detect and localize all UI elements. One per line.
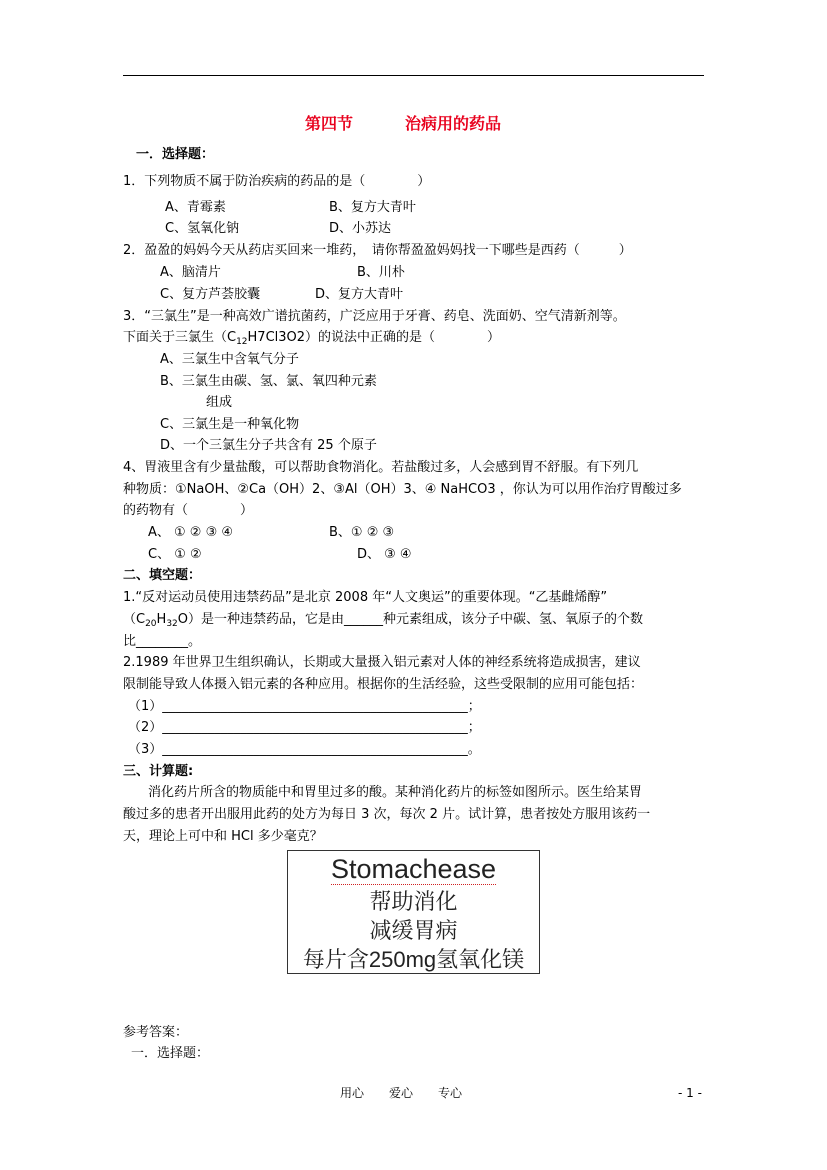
q1-option-c: C、氢氧化钠 (165, 221, 240, 236)
label-line2: 帮助消化 (369, 889, 458, 914)
fill2-line2: 限制能导致人体摄入铝元素的各种应用。根据你的生活经验，这些受限制的应用可能包括： (123, 677, 644, 692)
title-part2: 治病用的药品 (405, 114, 502, 133)
q3-option-a: A、三氯生中含氧气分子 (160, 352, 299, 367)
q4-option-a: A、 ① ② ③ ④ (148, 525, 234, 540)
answers-heading: 参考答案： (123, 1025, 189, 1040)
q3-line2: 下面关于三氯生$(C_{12}H7Cl3O2)$的说法中正确的是（ ） (123, 330, 501, 347)
fill2-line1: 2.1989 年世界卫生组织确认，长期或大量摄入铝元素对人体的神经系统将造成损害，建议 (123, 655, 641, 670)
q1-option-a: A、青霉素 (165, 200, 226, 215)
q1-option-d: D、小苏达 (329, 221, 392, 236)
q3-option-d: D、一个三氯生分子共含有 25 个原子 (160, 438, 377, 453)
q4-line3: 的药物有（ ） (123, 503, 254, 518)
q4-option-c: C、 ① ② (148, 547, 202, 562)
q2-option-b: B、川朴 (357, 265, 405, 280)
footer-motto-3: 专心 (438, 1086, 463, 1100)
fill1-line1: 1.“反对运动员使用违禁药品”是北京 2008 年“人文奥运”的重要体现。“乙基雌烯醇” (123, 590, 608, 605)
fill2-blank3: （3）_______________________________________________。 (128, 742, 481, 757)
header-rule (123, 75, 704, 76)
q2-option-a: A、脑清片 (160, 265, 221, 280)
q4-line1: 4、胃液里含有少量盐酸，可以帮助食物消化。若盐酸过多，人会感到胃不舒服。有下列几 (123, 460, 639, 475)
section3-heading: 三、计算题: (123, 764, 194, 779)
q4-line2: 种物质：①NaOH、②Ca（OH）2、③Al（OH）3、④ NaHCO3 ，你认为可以用作治疗胃酸过多 (123, 482, 682, 497)
q4-option-b: B、① ② ③ (329, 525, 395, 540)
q2-option-c: C、复方芦荟胶囊 (160, 287, 261, 302)
q3-option-b: B、三氯生由碳、氢、氯、氧四种元素 (160, 374, 377, 389)
fill1-line2: $(C_{20}H_{32}O)$是一种违禁药品，它是由______种元素组成，该分子中碳、氢、氧原子的个数 (123, 612, 643, 629)
q3-line1: 3．“三氯生”是一种高效广谱抗菌药，广泛应用于牙膏、药皂、洗面奶、空气清新剂等。 (123, 309, 626, 324)
label-line3: 减缓胃病 (369, 918, 458, 943)
label-brand: Stomachease (330, 854, 497, 884)
q2-option-d: D、复方大青叶 (315, 287, 404, 302)
section1-heading: 一．选择题： (136, 147, 215, 162)
page-number: - 1 - (678, 1086, 702, 1100)
q4-option-d: D、 ③ ④ (357, 547, 412, 562)
section2-heading: 二、填空题： (123, 568, 202, 583)
calc-line2: 酸过多的患者开出服用此药的处方为每日 3 次，每次 2 片。试计算，患者按处方服用该药一 (123, 807, 651, 822)
answers-sub: 一．选择题： (131, 1046, 210, 1061)
medicine-label (287, 850, 540, 974)
page-title (305, 114, 501, 133)
q1-text: 1．下列物质不属于防治疾病的药品的是（ ） (123, 174, 431, 189)
footer-motto-2: 爱心 (389, 1086, 414, 1100)
label-line4: 每片含250mg氢氧化镁 (302, 947, 525, 972)
fill2-blank2: （2）_______________________________________________； (128, 720, 481, 735)
fill1-line3: 比________。 (123, 634, 202, 649)
fill2-blank1: （1）_______________________________________________； (128, 699, 481, 714)
calc-line1: 消化药片所含的物质能中和胃里过多的酸。某种消化药片的标签如图所示。医生给某胃 (148, 785, 643, 800)
title-part1: 第四节 (305, 114, 354, 133)
footer-motto-1: 用心 (340, 1086, 365, 1100)
q3-option-c: C、三氯生是一种氧化物 (160, 417, 300, 432)
calc-line3: 天，理论上可中和 HCl 多少毫克？ (123, 829, 323, 844)
q1-option-b: B、复方大青叶 (329, 200, 416, 215)
q3-option-b-cont: 组成 (206, 395, 233, 410)
q2-text: 2．盈盈的妈妈今天从药店买回来一堆药， 请你帮盈盈妈妈找一下哪些是西药（ ） (123, 243, 632, 258)
